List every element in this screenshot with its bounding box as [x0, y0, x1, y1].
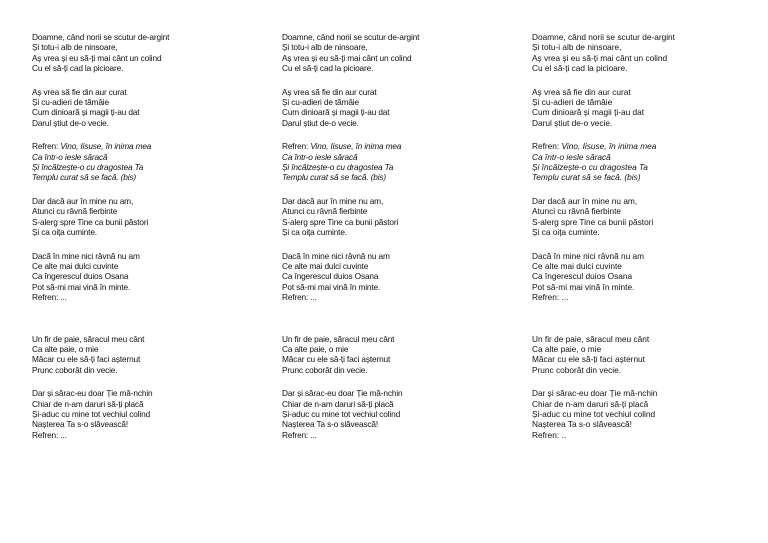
lyric-line: Atunci cu râvnă fierbinte	[282, 206, 368, 217]
refrain-line: Templu curat să se facă. (bis)	[532, 172, 641, 183]
stanza-6	[282, 388, 512, 440]
lyric-line: Prunc coborât din vecie.	[282, 364, 368, 375]
lyric-line: Și cu-adieri de tămâie	[32, 97, 109, 108]
lyric-line: Măcar cu ele să-ți faci așternut	[532, 354, 645, 365]
refrain-line: Refren: Vino, Iisuse, în inima mea	[532, 141, 657, 152]
lyric-line: Cum dinioară și magii ți-au dat	[282, 107, 390, 118]
refrain-reference: Refren: ...	[282, 429, 317, 440]
stanza-1	[282, 32, 512, 74]
lyric-line: Pot să-mi mai vină în minte.	[532, 281, 635, 292]
stanza-1	[32, 32, 262, 74]
refrain-line: Ca într-o iesle săracă	[282, 151, 358, 162]
lyric-line: Dar dacă aur în mine nu am,	[532, 195, 638, 206]
lyric-line: Dar dacă aur în mine nu am,	[32, 195, 134, 206]
refrain-reference: Refren: ..	[532, 429, 567, 440]
lyric-line: Atunci cu râvnă fierbinte	[532, 206, 622, 217]
lyric-line: Nașterea Ta s-o slăvească!	[32, 419, 129, 430]
stanza-5	[532, 334, 762, 376]
lyric-line: Dar dacă aur în mine nu am,	[282, 195, 384, 206]
lyric-line: Pot să-mi mai vină în minte.	[32, 281, 131, 292]
lyric-line: Aș vrea și eu să-ți mai cânt un colind	[32, 52, 162, 63]
refrain-stanza	[32, 141, 262, 183]
stanza-6	[32, 388, 262, 440]
lyric-line: S-alerg spre Tine ca bunii păstori	[282, 216, 399, 227]
refrain-line: Și încălzește-o cu dragostea Ta	[32, 162, 144, 173]
refrain-line: Și încălzește-o cu dragostea Ta	[282, 162, 394, 173]
lyric-line: Și ca oița cuminte.	[532, 227, 600, 238]
lyric-line: Și-aduc cu mine tot vechiul colind	[32, 408, 151, 419]
lyric-line: Chiar de n-am daruri să-ți placă	[32, 398, 144, 409]
refrain-reference: Refren: ...	[32, 429, 67, 440]
stanza-2	[532, 87, 762, 129]
lyrics-column-1	[32, 32, 262, 453]
refrain-line: Templu curat să se facă. (bis)	[282, 172, 387, 183]
refrain-stanza	[282, 141, 512, 183]
refrain-line: Ca într-o iesle săracă	[32, 151, 108, 162]
lyric-line: Ce alte mai dulci cuvinte	[32, 260, 119, 271]
refrain-line: Și încălzește-o cu dragostea Ta	[532, 162, 648, 173]
refrain-reference: Refren: ...	[32, 292, 67, 303]
lyric-line: Doamne, când norii se scutur de-argint	[532, 32, 675, 42]
stanza-1	[532, 32, 762, 74]
lyric-line: Măcar cu ele să-ți faci așternut	[32, 354, 141, 365]
lyric-line: S-alerg spre Tine ca bunii păstori	[532, 216, 654, 227]
refrain-line: Refren: Vino, Iisuse, în inima mea	[282, 141, 402, 152]
lyric-line: Dar și sărac-eu doar Ție mă-nchin	[282, 388, 403, 399]
lyric-line: Aș vrea și eu să-ți mai cânt un colind	[532, 52, 668, 63]
lyric-line: Chiar de n-am daruri să-ți placă	[532, 398, 649, 409]
lyric-line: Darul știut de-o vecie.	[532, 117, 613, 128]
lyric-line: Ca îngerescul duios Osana	[32, 271, 129, 282]
lyric-line: Și totu-i alb de ninsoare,	[32, 42, 118, 53]
stanza-4	[32, 251, 262, 303]
lyric-line: Dar și sărac-eu doar Ție mă-nchin	[532, 388, 658, 399]
stanza-3	[532, 196, 762, 238]
stanza-4	[532, 251, 762, 303]
lyric-line: Ca alte paie, o mie	[282, 343, 349, 354]
lyric-line: Și-aduc cu mine tot vechiul colind	[532, 408, 656, 419]
refrain-line: Templu curat să se facă. (bis)	[32, 172, 137, 183]
lyric-line: Un fir de paie, săracul meu cânt	[532, 333, 650, 344]
lyric-line: Dacă în mine nici râvnă nu am	[532, 250, 645, 261]
lyric-line: Pot să-mi mai vină în minte.	[282, 281, 381, 292]
stanza-5	[282, 334, 512, 376]
lyric-line: Și totu-i alb de ninsoare,	[282, 42, 368, 53]
lyric-line: Cu el să-ți cad la picioare.	[532, 63, 628, 74]
refrain-reference: Refren: ...	[282, 292, 317, 303]
lyric-line: Prunc coborât din vecie.	[532, 364, 622, 375]
refrain-reference: Refren: ...	[532, 292, 569, 303]
stanza-5	[32, 334, 262, 376]
lyric-line: Dar și sărac-eu doar Ție mă-nchin	[32, 388, 153, 399]
lyric-line: Nașterea Ta s-o slăvească!	[282, 419, 379, 430]
lyric-line: Darul știut de-o vecie.	[32, 117, 109, 128]
lyric-line: Darul știut de-o vecie.	[282, 117, 359, 128]
refrain-line: Refren: Vino, Iisuse, în inima mea	[32, 141, 152, 152]
lyric-line: Ca alte paie, o mie	[32, 343, 99, 354]
lyric-line: Doamne, când norii se scutur de-argint	[282, 32, 420, 42]
lyric-line: Ca îngerescul duios Osana	[282, 271, 379, 282]
refrain-line: Ca într-o iesle săracă	[532, 151, 611, 162]
lyric-line: Aș vrea și eu să-ți mai cânt un colind	[282, 52, 412, 63]
lyric-line: Și ca oița cuminte.	[282, 227, 347, 238]
lyrics-column-3	[532, 32, 762, 453]
lyric-line: Aș vrea să fie din aur curat	[282, 86, 377, 97]
stanza-3	[282, 196, 512, 238]
lyric-line: Dacă în mine nici râvnă nu am	[32, 250, 140, 261]
stanza-3	[32, 196, 262, 238]
lyric-line: Și cu-adieri de tămâie	[532, 97, 613, 108]
lyric-line: Măcar cu ele să-ți faci așternut	[282, 354, 391, 365]
lyric-line: Prunc coborât din vecie.	[32, 364, 118, 375]
lyric-line: Cum dinioară și magii ți-au dat	[532, 107, 645, 118]
lyric-line: Aș vrea să fie din aur curat	[532, 86, 631, 97]
stanza-4	[282, 251, 512, 303]
lyric-line: Aș vrea să fie din aur curat	[32, 86, 127, 97]
stanza-2	[282, 87, 512, 129]
lyric-line: Nașterea Ta s-o slăvească!	[532, 419, 632, 430]
lyric-line: Și cu-adieri de tămâie	[282, 97, 359, 108]
lyric-line: Un fir de paie, săracul meu cânt	[32, 333, 145, 344]
lyric-line: Un fir de paie, săracul meu cânt	[282, 333, 395, 344]
stanza-6	[532, 388, 762, 440]
lyric-line: Cu el să-ți cad la picioare.	[32, 63, 124, 74]
lyric-line: Dacă în mine nici râvnă nu am	[282, 250, 390, 261]
stanza-2	[32, 87, 262, 129]
lyric-line: Și-aduc cu mine tot vechiul colind	[282, 408, 401, 419]
lyric-line: S-alerg spre Tine ca bunii păstori	[32, 216, 149, 227]
lyric-line: Atunci cu râvnă fierbinte	[32, 206, 118, 217]
lyric-line: Ce alte mai dulci cuvinte	[532, 260, 622, 271]
lyrics-column-2	[282, 32, 512, 453]
lyric-line: Ca îngerescul duios Osana	[532, 271, 633, 282]
lyric-line: Ce alte mai dulci cuvinte	[282, 260, 369, 271]
lyric-line: Ca alte paie, o mie	[532, 343, 602, 354]
lyric-line: Doamne, când norii se scutur de-argint	[32, 32, 170, 42]
lyric-line: Cum dinioară și magii ți-au dat	[32, 107, 140, 118]
refrain-stanza	[532, 141, 762, 183]
lyric-line: Și totu-i alb de ninsoare,	[532, 42, 622, 53]
lyric-line: Și ca oița cuminte.	[32, 227, 97, 238]
lyric-line: Cu el să-ți cad la picioare.	[282, 63, 374, 74]
lyric-line: Chiar de n-am daruri să-ți placă	[282, 398, 394, 409]
